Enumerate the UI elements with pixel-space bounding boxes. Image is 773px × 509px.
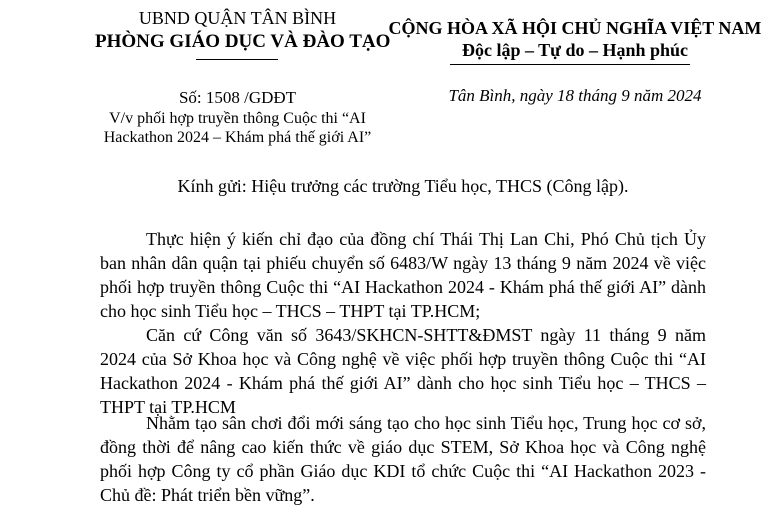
paragraph-1: Thực hiện ý kiến chỉ đạo của đồng chí Thái Thị Lan Chi, Phó Chủ tịch Ủy ban nhân dân quận tại phiếu chuyển số 6483/W ngày 13 tháng 9 năm 2024 về việc phối hợp truyền thông Cuộc thi “AI Hackathon 2024 - Khám phá thế giới AI” dành cho học sinh Tiểu học – THCS – THPT tại TP.HCM; bbox=[100, 229, 706, 321]
paragraph-2: Căn cứ Công văn số 3643/SKHCN-SHTT&ĐMST ngày 11 tháng 9 năm 2024 của Sở Khoa học và Công nghệ về việc phối hợp truyền thông Cuộc thi “AI Hackathon 2024 - Khám phá thế giới AI” dành cho học sinh Tiểu học – THCS – THPT tại TP.HCM bbox=[100, 325, 706, 417]
country-name: CỘNG HÒA XÃ HỘI CHỦ NGHĨA VIỆT NAM bbox=[388, 18, 762, 38]
department-name: PHÒNG GIÁO DỤC VÀ ĐÀO TẠO bbox=[95, 31, 391, 52]
place-date: Tân Bình, ngày 18 tháng 9 năm 2024 bbox=[448, 86, 702, 105]
document-number: Số: 1508 /GDĐT bbox=[178, 88, 297, 107]
subject-line-2: Hackathon 2024 – Khám phá thế giới AI” bbox=[103, 129, 372, 146]
paragraph-3: Nhằm tạo sân chơi đổi mới sáng tạo cho học sinh Tiểu học, Trung học cơ sở, đồng thời để nâng cao kiến thức về giáo dục STEM, Sở Khoa học và Công nghệ phối hợp Công ty cổ phần Giáo dục KDI tổ chức Cuộc thi “AI Hackathon 2023 - Chủ đề: Phát triển bền vững”. bbox=[100, 413, 706, 505]
recipient-line: Kính gửi: Hiệu trưởng các trường Tiểu học, THCS (Công lập). bbox=[177, 176, 629, 196]
subject-line-1: V/v phối hợp truyền thông Cuộc thi “AI bbox=[109, 110, 366, 127]
department-underline bbox=[196, 59, 278, 60]
agency-name: UBND QUẬN TÂN BÌNH bbox=[138, 8, 337, 28]
motto-underline bbox=[450, 64, 690, 65]
national-motto: Độc lập – Tự do – Hạnh phúc bbox=[461, 40, 689, 60]
